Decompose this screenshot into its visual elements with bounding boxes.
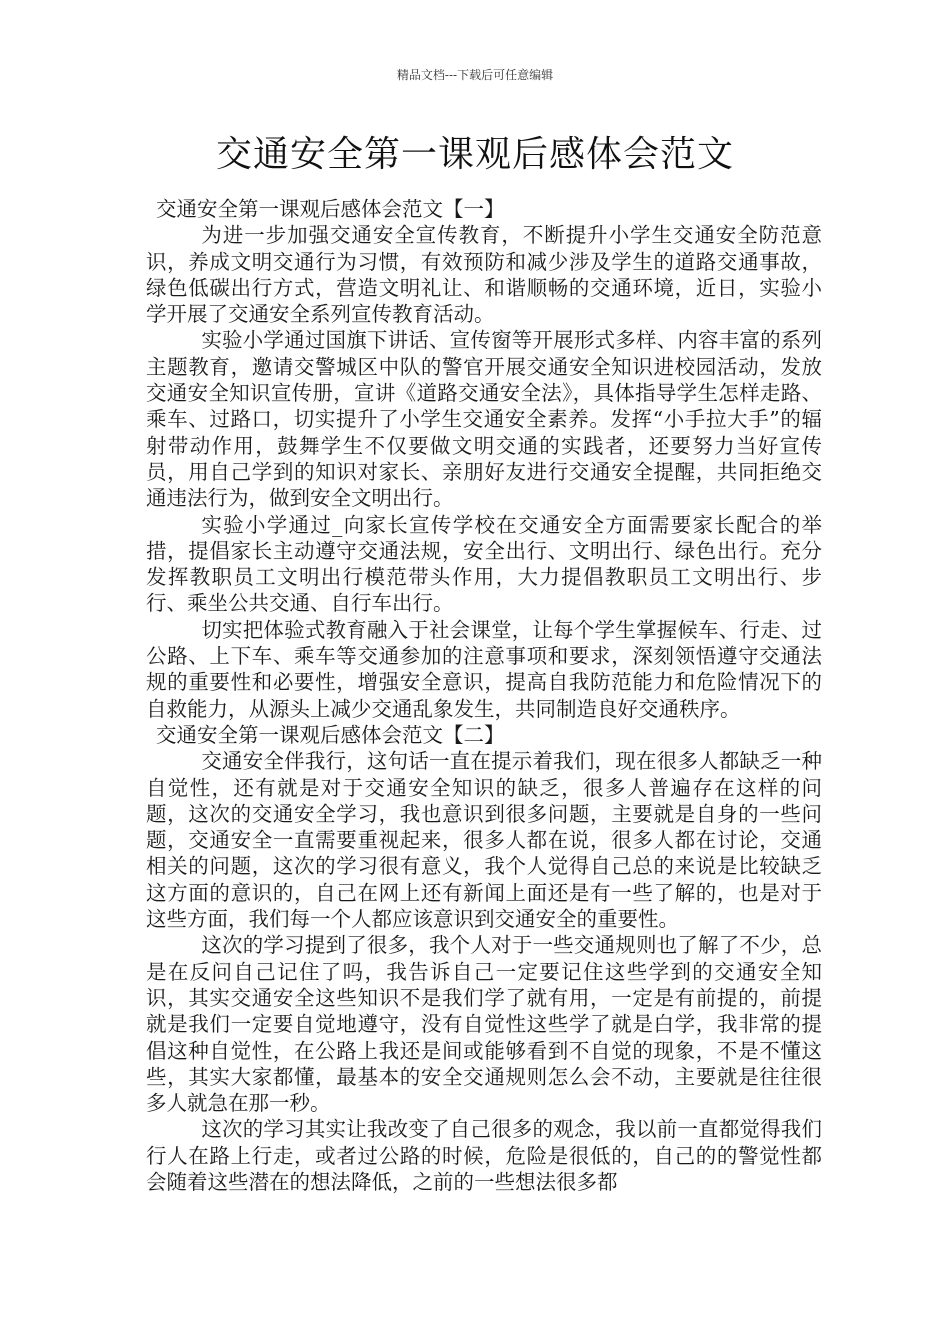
paragraph: 这次的学习提到了很多，我个人对于一些交通规则也了解了不少，总是在反问自己记住了吗，我告诉自己一定要记住这些学到的交通安全知识，其实交通安全这些知识不是我们学了就有用，一定是有前提的，前提就是我们一定要自觉地遵守，没有自觉性这些学了就是白学，我非常的提倡这种自觉性，在公路上我还是间或能够看到不自觉的现象，不是不懂这些，其实大家都懂，最基本的安全交通规则怎么会不动，主要就是往往很多人就急在那一秒。 — [146, 933, 822, 1116]
paragraph: 为进一步加强交通安全宣传教育，不断提升小学生交通安全防范意识，养成文明交通行为习惯，有效预防和减少涉及学生的道路交通事故，绿色低碳出行方式，营造文明礼让、和谐顺畅的交通环境，近日，实验小学开展了交通安全系列宣传教育活动。 — [146, 223, 822, 327]
section-heading: 交通安全第一课观后感体会范文【一】 — [156, 197, 505, 221]
document-title: 交通安全第一课观后感体会范文 — [215, 134, 734, 175]
paragraph: 这次的学习其实让我改变了自己很多的观念，我以前一直都觉得我们行人在路上行走，或者过公路的时候，危险是很低的，自己的的警觉性都会随着这些潜在的想法降低，之前的一些想法很多都 — [146, 1117, 822, 1194]
paragraph: 实验小学通过_向家长宣传学校在交通安全方面需要家长配合的举措，提倡家长主动遵守交通法规，安全出行、文明出行、绿色出行。充分发挥教职员工文明出行模范带头作用，大力提倡教职员工文明出行、步行、乘坐公共交通、自行车出行。 — [146, 512, 822, 616]
paragraph: 切实把体验式教育融入于社会课堂，让每个学生掌握候车、行走、过公路、上下车、乘车等交通参加的注意事项和要求，深刻领悟遵守交通法规的重要性和必要性，增强安全意识，提高自我防范能力和危险情况下的自救能力，从源头上减少交通乱象发生，共同制造良好交通秩序。 — [146, 617, 822, 721]
header-note: 精品文档---下载后可任意编辑 — [396, 68, 554, 82]
document-body — [146, 196, 822, 1195]
paragraph: 交通安全伴我行，这句话一直在提示着我们，现在很多人都缺乏一种自觉性，还有就是对于交通安全知识的缺乏，很多人普遍存在这样的问题，这次的交通安全学习，我也意识到很多问题，主要就是自身的一些问题，交通安全一直需要重视起来，很多人都在说，很多人都在讨论，交通相关的问题，这次的学习很有意义，我个人觉得自己总的来说是比较缺乏这方面的意识的，自己在网上还有新闻上面还是有一些了解的，也是对于这些方面，我们每一个人都应该意识到交通安全的重要性。 — [146, 749, 822, 932]
section-heading: 交通安全第一课观后感体会范文【二】 — [156, 722, 505, 747]
paragraph: 实验小学通过国旗下讲话、宣传窗等开展形式多样、内容丰富的系列主题教育，邀请交警城区中队的警官开展交通安全知识进校园活动，发放交通安全知识宣传册，宣讲《道路交通安全法》，具体指导学生怎样走路、乘车、过路口，切实提升了小学生交通安全素养。发挥“小手拉大手”的辐射带动作用，鼓舞学生不仅要做文明交通的实践者，还要努力当好宣传员，用自己学到的知识对家长、亲朋好友进行交通安全提醒，共同拒绝交通违法行为，做到安全文明出行。 — [146, 328, 822, 511]
